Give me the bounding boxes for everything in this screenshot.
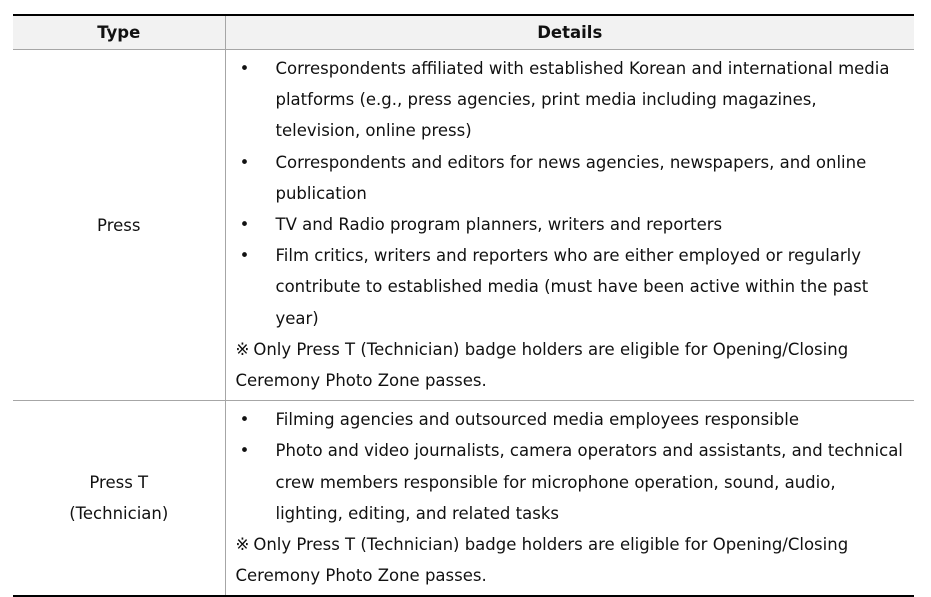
- type-label: Press T: [89, 473, 149, 493]
- bullet-icon: •: [239, 215, 250, 235]
- type-cell-press: [13, 50, 225, 401]
- note-text: Only Press T (Technician) badge holders are eligible for Opening/Closing Ceremony Photo Zone passes.: [235, 535, 849, 586]
- list-item: [236, 240, 907, 334]
- reference-mark-icon: ※: [235, 535, 250, 555]
- list-item-text: Photo and video journalists, camera operators and assistants, and technical crew members responsible for microphone operation, sound, audio, lighting, editing, and related tasks: [275, 441, 903, 523]
- list-item: [236, 435, 907, 529]
- details-cell-press-t: [225, 401, 914, 597]
- list-item: [236, 209, 907, 240]
- bullet-list: [236, 404, 907, 529]
- type-cell-press-t: [13, 401, 225, 597]
- list-item-text: Correspondents and editors for news agencies, newspapers, and online publication: [275, 152, 867, 203]
- list-item-text: TV and Radio program planners, writers and reporters: [275, 215, 723, 235]
- table-row-press-t: [13, 401, 914, 597]
- note: [236, 529, 907, 591]
- type-sublabel: (Technician): [69, 504, 169, 524]
- list-item-text: Correspondents affiliated with established Korean and international media platforms (e.g., press agencies, print media including magazines, television, online press): [275, 59, 890, 141]
- table-header-row: [13, 15, 914, 50]
- note-text: Only Press T (Technician) badge holders are eligible for Opening/Closing Ceremony Photo Zone passes.: [235, 339, 849, 391]
- list-item-text: Filming agencies and outsourced media employees responsible: [275, 410, 799, 430]
- bullet-icon: •: [239, 59, 250, 78]
- bullet-icon: •: [239, 246, 250, 266]
- bullet-icon: •: [239, 441, 250, 461]
- note: [236, 334, 907, 396]
- header-type: Type: [13, 15, 225, 50]
- bullet-list: [236, 53, 907, 334]
- list-item: [236, 53, 907, 147]
- list-item: [236, 404, 907, 435]
- reference-mark-icon: ※: [235, 339, 250, 359]
- type-label: Press: [97, 215, 141, 235]
- bullet-icon: •: [239, 152, 250, 172]
- header-details: Details: [225, 15, 914, 50]
- bullet-icon: •: [239, 410, 250, 430]
- details-cell-press: [225, 50, 914, 401]
- eligibility-table: [13, 14, 914, 597]
- table-row-press: [13, 50, 914, 401]
- list-item: [236, 147, 907, 209]
- list-item-text: Film critics, writers and reporters who are either employed or regularly contribute to established media (must have been active within the past year): [275, 246, 869, 328]
